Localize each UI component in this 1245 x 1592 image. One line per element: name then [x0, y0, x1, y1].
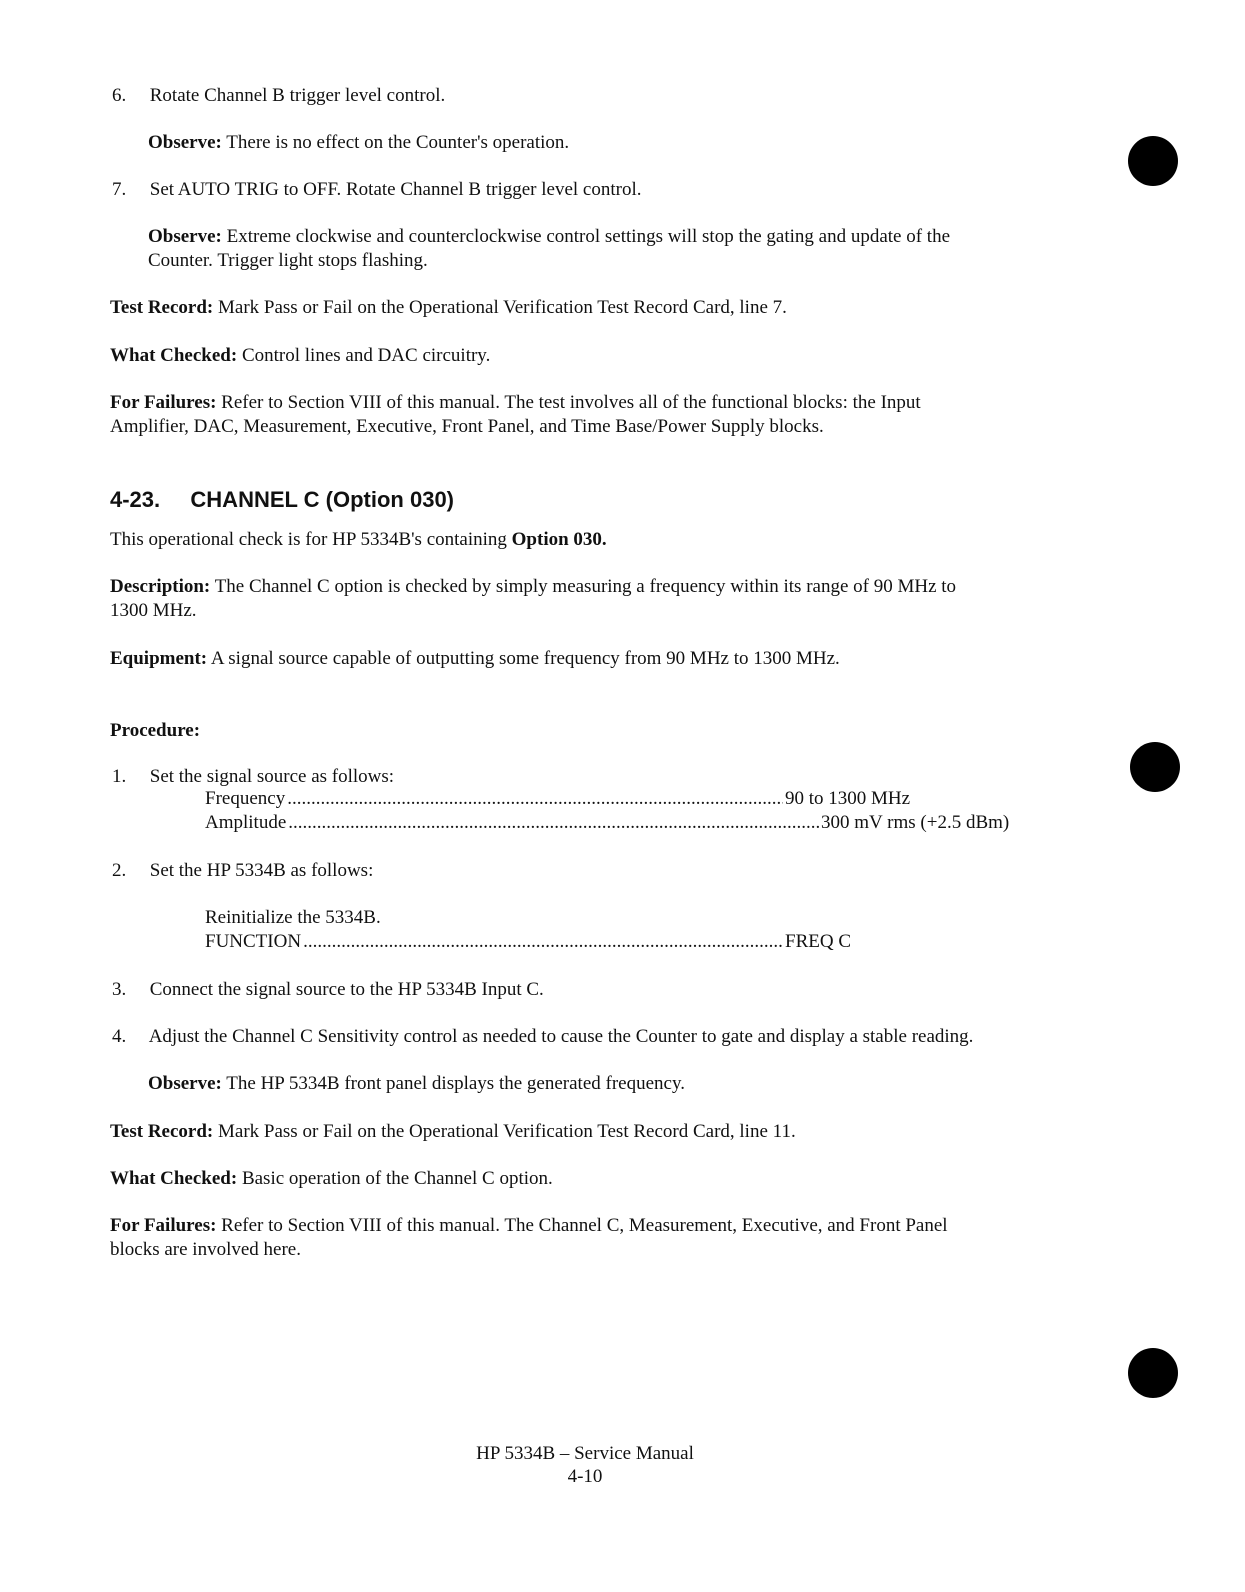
- what-checked-2: [110, 1167, 553, 1191]
- procedure-label: Procedure:: [110, 720, 201, 741]
- for-failures-1-cont: Amplifier, DAC, Measurement, Executive, Front Panel, and Time Base/Power Supply blocks.: [110, 416, 824, 437]
- step-number: 7.: [112, 179, 127, 200]
- for-failures-label: For Failures:: [110, 392, 217, 413]
- binder-hole-top: [1128, 136, 1178, 186]
- description-cont: 1300 MHz.: [110, 600, 197, 621]
- what-checked-label: What Checked:: [110, 1168, 238, 1189]
- step-text: Connect the signal source to the HP 5334B Input C.: [149, 979, 544, 1000]
- test-record-2: [110, 1120, 796, 1144]
- observe-text: Extreme clockwise and counterclockwise control settings will stop the gating and update of the: [226, 226, 951, 247]
- step-number: 3.: [112, 979, 127, 1000]
- observe-4: [148, 1072, 685, 1096]
- step-text: Rotate Channel B trigger level control.: [149, 85, 446, 106]
- step-text: Adjust the Channel C Sensitivity control as needed to cause the Counter to gate and display a stable reading.: [148, 1026, 974, 1047]
- step-text: Set AUTO TRIG to OFF. Rotate Channel B trigger level control.: [149, 179, 642, 200]
- setting-value: 300 mV rms (+2.5 dBm): [821, 812, 1010, 833]
- equipment: [110, 647, 840, 671]
- description: [110, 575, 956, 599]
- binder-hole-bottom: [1128, 1348, 1178, 1398]
- step-number: 1.: [112, 766, 127, 787]
- setting-name: FUNCTION: [205, 931, 302, 952]
- observe-label: Observe:: [148, 226, 222, 247]
- for-failures-1: [110, 391, 921, 415]
- for-failures-2: [110, 1214, 948, 1238]
- step-number: 4.: [112, 1026, 127, 1047]
- test-record-text: Mark Pass or Fail on the Operational Verification Test Record Card, line 7.: [218, 297, 787, 318]
- intro-text: This operational check is for HP 5334B's containing: [110, 529, 507, 550]
- setting-amplitude: [205, 811, 1035, 835]
- leader-dots: [303, 930, 783, 954]
- for-failures-text: Refer to Section VIII of this manual. The test involves all of the functional blocks: the Input: [221, 392, 921, 413]
- proc-step-2: [112, 859, 373, 883]
- step-7: [112, 178, 641, 202]
- what-checked-text: Control lines and DAC circuitry.: [241, 345, 491, 366]
- test-record-1: [110, 296, 787, 320]
- section-title: CHANNEL C (Option 030): [190, 487, 455, 512]
- test-record-label: Test Record:: [110, 1121, 214, 1142]
- setting-frequency: [205, 787, 985, 811]
- what-checked-1: [110, 344, 490, 368]
- what-checked-label: What Checked:: [110, 345, 238, 366]
- for-failures-label: For Failures:: [110, 1215, 217, 1236]
- equipment-text: A signal source capable of outputting some frequency from 90 MHz to 1300 MHz.: [210, 648, 840, 669]
- binder-hole-middle: [1130, 742, 1180, 792]
- equipment-label: Equipment:: [110, 648, 208, 669]
- observe-6: [148, 131, 569, 155]
- setting-function: [205, 930, 985, 954]
- leader-dots: [287, 787, 783, 811]
- for-failures-text: Refer to Section VIII of this manual. The Channel C, Measurement, Executive, and Front Panel: [221, 1215, 948, 1236]
- setting-name: Amplitude: [205, 812, 287, 833]
- observe-text: There is no effect on the Counter's operation.: [226, 132, 570, 153]
- proc-step-4: [112, 1025, 973, 1049]
- observe-label: Observe:: [148, 132, 222, 153]
- setting-value: FREQ C: [785, 931, 851, 952]
- step-6: [112, 84, 445, 108]
- page-number: 4-10: [567, 1466, 603, 1487]
- description-label: Description:: [110, 576, 211, 597]
- step-text: Set the HP 5334B as follows:: [149, 860, 374, 881]
- observe-7: [148, 225, 950, 249]
- test-record-label: Test Record:: [110, 297, 214, 318]
- step-text: Set the signal source as follows:: [149, 766, 395, 787]
- observe-7-cont: Counter. Trigger light stops flashing.: [148, 250, 428, 271]
- section-number: 4-23.: [110, 487, 161, 512]
- leader-dots: [288, 811, 819, 835]
- description-text: The Channel C option is checked by simply measuring a frequency within its range of 90 MHz to: [214, 576, 957, 597]
- observe-text: The HP 5334B front panel displays the generated frequency.: [226, 1073, 685, 1094]
- reinitialize-text: Reinitialize the 5334B.: [205, 907, 381, 928]
- test-record-text: Mark Pass or Fail on the Operational Verification Test Record Card, line 11.: [218, 1121, 796, 1142]
- intro-option: Option 030.: [511, 529, 607, 550]
- setting-name: Frequency: [205, 788, 286, 809]
- for-failures-2-cont: blocks are involved here.: [110, 1239, 301, 1260]
- observe-label: Observe:: [148, 1073, 222, 1094]
- what-checked-text: Basic operation of the Channel C option.: [241, 1168, 553, 1189]
- step-number: 6.: [112, 85, 127, 106]
- setting-value: 90 to 1300 MHz: [785, 788, 911, 809]
- footer-title: HP 5334B – Service Manual: [476, 1443, 694, 1464]
- proc-step-1: [112, 765, 394, 789]
- intro-paragraph: [110, 528, 607, 552]
- proc-step-3: [112, 978, 544, 1002]
- section-heading: [110, 487, 454, 513]
- step-number: 2.: [112, 860, 127, 881]
